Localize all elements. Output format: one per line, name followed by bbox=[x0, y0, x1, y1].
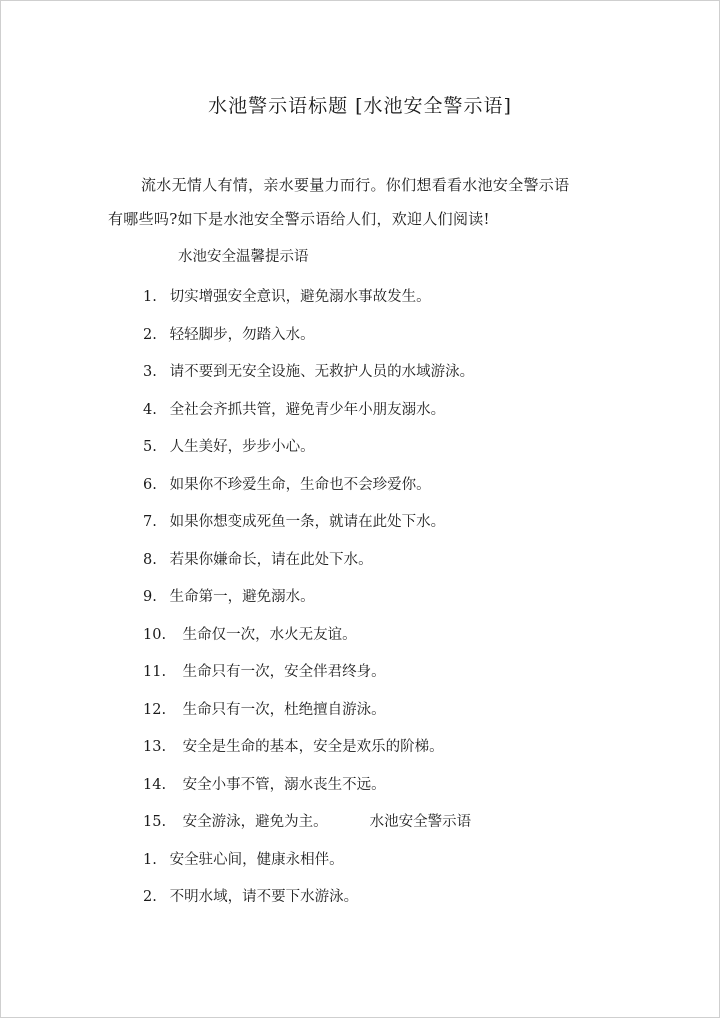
list-item bbox=[143, 659, 474, 697]
item-text: 生命仅一次，水火无友谊。 bbox=[182, 626, 357, 643]
item-text: 安全游泳，避免为主。 bbox=[182, 814, 328, 830]
item-text: 不明水域，请不要下水游泳。 bbox=[169, 889, 359, 905]
item-text: 安全驻心间，健康永相伴。 bbox=[169, 851, 344, 868]
list-item bbox=[143, 847, 474, 885]
list-item bbox=[143, 359, 474, 397]
list-item bbox=[143, 434, 474, 472]
list-item bbox=[143, 397, 474, 435]
list-item bbox=[143, 547, 474, 585]
item-text: 生命只有一次，安全伴君终身。 bbox=[182, 664, 386, 680]
list-item bbox=[143, 697, 474, 735]
item-number: 15. bbox=[143, 814, 167, 830]
warning-list bbox=[143, 284, 474, 922]
item-number: 1. bbox=[143, 289, 157, 305]
section-heading-tips: 水池安全温馨提示语 bbox=[178, 249, 309, 265]
item-text: 安全小事不管，溺水丧生不远。 bbox=[182, 776, 386, 793]
list-item bbox=[143, 622, 474, 660]
list-item bbox=[143, 509, 474, 547]
item-text: 人生美好，步步小心。 bbox=[169, 439, 315, 455]
item-text: 安全是生命的基本，安全是欢乐的阶梯。 bbox=[182, 739, 444, 755]
item-text: 生命只有一次，杜绝擅自游泳。 bbox=[182, 701, 386, 718]
intro-line-1: 流水无情人有情，亲水要量力而行。你们想看看水池安全警示语 bbox=[141, 176, 570, 194]
list-item bbox=[143, 284, 474, 322]
item-number: 7. bbox=[143, 514, 157, 530]
item-number: 2. bbox=[143, 326, 157, 343]
item-number: 12. bbox=[143, 701, 167, 718]
item-number: 8. bbox=[143, 551, 157, 568]
item-number: 10. bbox=[143, 626, 167, 643]
list-item bbox=[143, 772, 474, 810]
item-text: 全社会齐抓共管，避免青少年小朋友溺水。 bbox=[169, 401, 446, 418]
item-number: 5. bbox=[143, 439, 157, 455]
document-title: 水池警示语标题 [水池安全警示语] bbox=[208, 95, 512, 117]
item-text: 若果你嫌命长，请在此处下水。 bbox=[169, 551, 373, 568]
item-number: 9. bbox=[143, 589, 157, 605]
intro-paragraph bbox=[108, 168, 628, 236]
list-item bbox=[143, 809, 474, 847]
item-text: 生命第一，避免溺水。 bbox=[169, 589, 315, 605]
item-number: 2. bbox=[143, 889, 157, 905]
item-number: 14. bbox=[143, 776, 167, 793]
item-number: 13. bbox=[143, 739, 167, 755]
item-text: 切实增强安全意识，避免溺水事故发生。 bbox=[169, 289, 431, 305]
item-number: 11. bbox=[143, 664, 167, 680]
list-item bbox=[143, 734, 474, 772]
item-number: 4. bbox=[143, 401, 157, 418]
item-text: 请不要到无安全设施、无救护人员的水域游泳。 bbox=[169, 364, 475, 380]
list-item bbox=[143, 472, 474, 510]
list-item bbox=[143, 584, 474, 622]
intro-line-2: 有哪些吗?如下是水池安全警示语给人们，欢迎人们阅读! bbox=[108, 210, 490, 228]
item-text: 轻轻脚步，勿踏入水。 bbox=[169, 326, 315, 343]
item-number: 3. bbox=[143, 364, 157, 380]
section-heading-warnings: 水池安全警示语 bbox=[369, 814, 472, 830]
item-text: 如果你不珍爱生命，生命也不会珍爱你。 bbox=[169, 476, 431, 493]
list-item bbox=[143, 322, 474, 360]
item-number: 6. bbox=[143, 476, 157, 493]
item-number: 1. bbox=[143, 851, 157, 868]
list-item bbox=[143, 884, 474, 922]
item-text: 如果你想变成死鱼一条，就请在此处下水。 bbox=[169, 514, 446, 530]
